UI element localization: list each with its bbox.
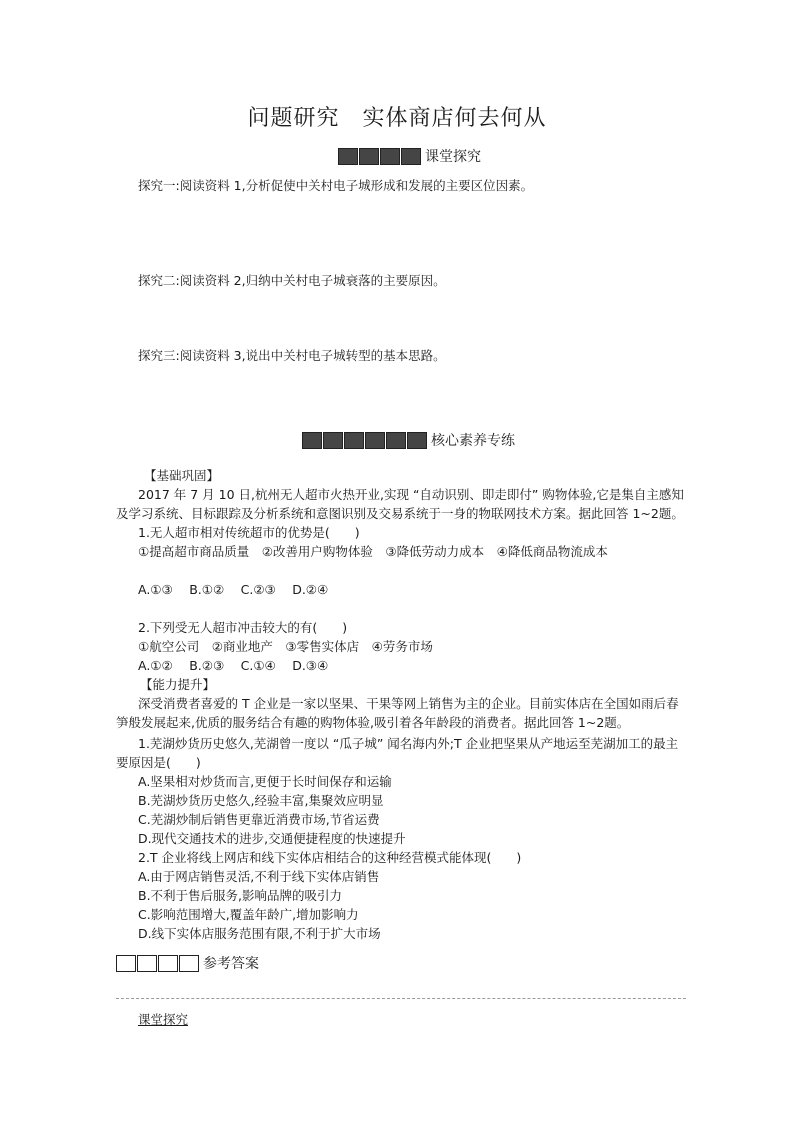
advanced-q2-option-c: C.影响范围增大,覆盖年龄广,增加影响力 xyxy=(138,907,359,922)
advanced-q1-option-d: D.现代交通技术的进步,交通便捷程度的快速提升 xyxy=(138,831,406,846)
section-header-core-practice xyxy=(302,430,515,450)
advanced-q1-option-c: C.芜湖炒制后销售更靠近消费市场,节省运费 xyxy=(138,812,380,827)
advanced-q1-option-b: B.芜湖炒货历史悠久,经验丰富,集聚效应明显 xyxy=(138,793,384,808)
advanced-intro-line1: 深受消费者喜爱的 T 企业是一家以坚果、干果等网上销售为主的企业。目前实体店在全国如雨后春 xyxy=(138,696,679,711)
explore-item-1: 探究一:阅读资料 1,分析促使中关村电子城形成和发展的主要区位因素。 xyxy=(138,178,534,193)
basic-intro-line2: 及学习系统、目标跟踪及分析系统和意图识别及交易系统于一身的物联网技术方案。据此回答 1~2题。 xyxy=(116,506,684,521)
explore-item-3: 探究三:阅读资料 3,说出中关村电子城转型的基本思路。 xyxy=(138,348,446,363)
advanced-q2-option-d: D.线下实体店服务范围有限,不利于扩大市场 xyxy=(138,926,381,941)
section-label: 核心素养专练 xyxy=(431,433,515,449)
explore-item-2: 探究二:阅读资料 2,归纳中关村电子城衰落的主要原因。 xyxy=(138,273,446,288)
advanced-q1-stem-line1: 1.芜湖炒货历史悠久,芜湖曾一度以 “瓜子城” 闻名海内外;T 企业把坚果从产地运至芜湖加工的最主 xyxy=(138,736,679,751)
section-marker-boxes xyxy=(116,955,200,972)
advanced-q2-option-a: A.由于网店销售灵活,不利于线下实体店销售 xyxy=(138,869,380,884)
section-marker-boxes xyxy=(302,432,428,449)
advanced-q1-option-a: A.坚果相对炒货而言,更便于长时间保存和运输 xyxy=(138,774,392,789)
basic-q2-stem: 2.下列受无人超市冲击较大的有( ) xyxy=(138,620,348,635)
advanced-q1-stem-line2: 要原因是( ) xyxy=(116,755,201,770)
answers-sub-label: 课堂探究 xyxy=(138,1012,189,1027)
advanced-q2-option-b: B.不利于售后服务,影响品牌的吸引力 xyxy=(138,888,343,903)
section-header-classroom xyxy=(338,146,481,166)
section-label: 课堂探究 xyxy=(425,149,481,165)
section-header-answers xyxy=(116,953,259,973)
basic-q2-items: ①航空公司 ②商业地产 ③零售实体店 ④劳务市场 xyxy=(138,639,433,654)
page-title: 问题研究 实体商店何去何从 xyxy=(247,106,547,131)
basic-intro-line1: 2017 年 7 月 10 日,杭州无人超市火热开业,实现 “自动识别、即走即付” 购物体验,它是集自主感知 xyxy=(138,487,684,502)
basic-q1-items: ①提高超市商品质量 ②改善用户购物体验 ③降低劳动力成本 ④降低商品物流成本 xyxy=(138,544,608,559)
basic-q1-stem: 1.无人超市相对传统超市的优势是( ) xyxy=(138,525,360,540)
section-marker-boxes xyxy=(338,148,422,165)
advanced-heading: 【能力提升】 xyxy=(140,677,216,692)
basic-q2-options: A.①② B.②③ C.①④ D.③④ xyxy=(138,658,329,673)
dotted-divider xyxy=(116,998,686,999)
section-label: 参考答案 xyxy=(203,956,259,972)
advanced-intro-line2: 笋般发展起来,优质的服务结合有趣的购物体验,吸引着各年龄段的消费者。据此回答 1~2题。 xyxy=(116,715,630,730)
basic-heading: 【基础巩固】 xyxy=(144,468,220,483)
advanced-q2-stem: 2.T 企业将线上网店和线下实体店相结合的这种经营模式能体现( ) xyxy=(138,850,522,865)
basic-q1-options: A.①③ B.①② C.②③ D.②④ xyxy=(138,582,329,597)
